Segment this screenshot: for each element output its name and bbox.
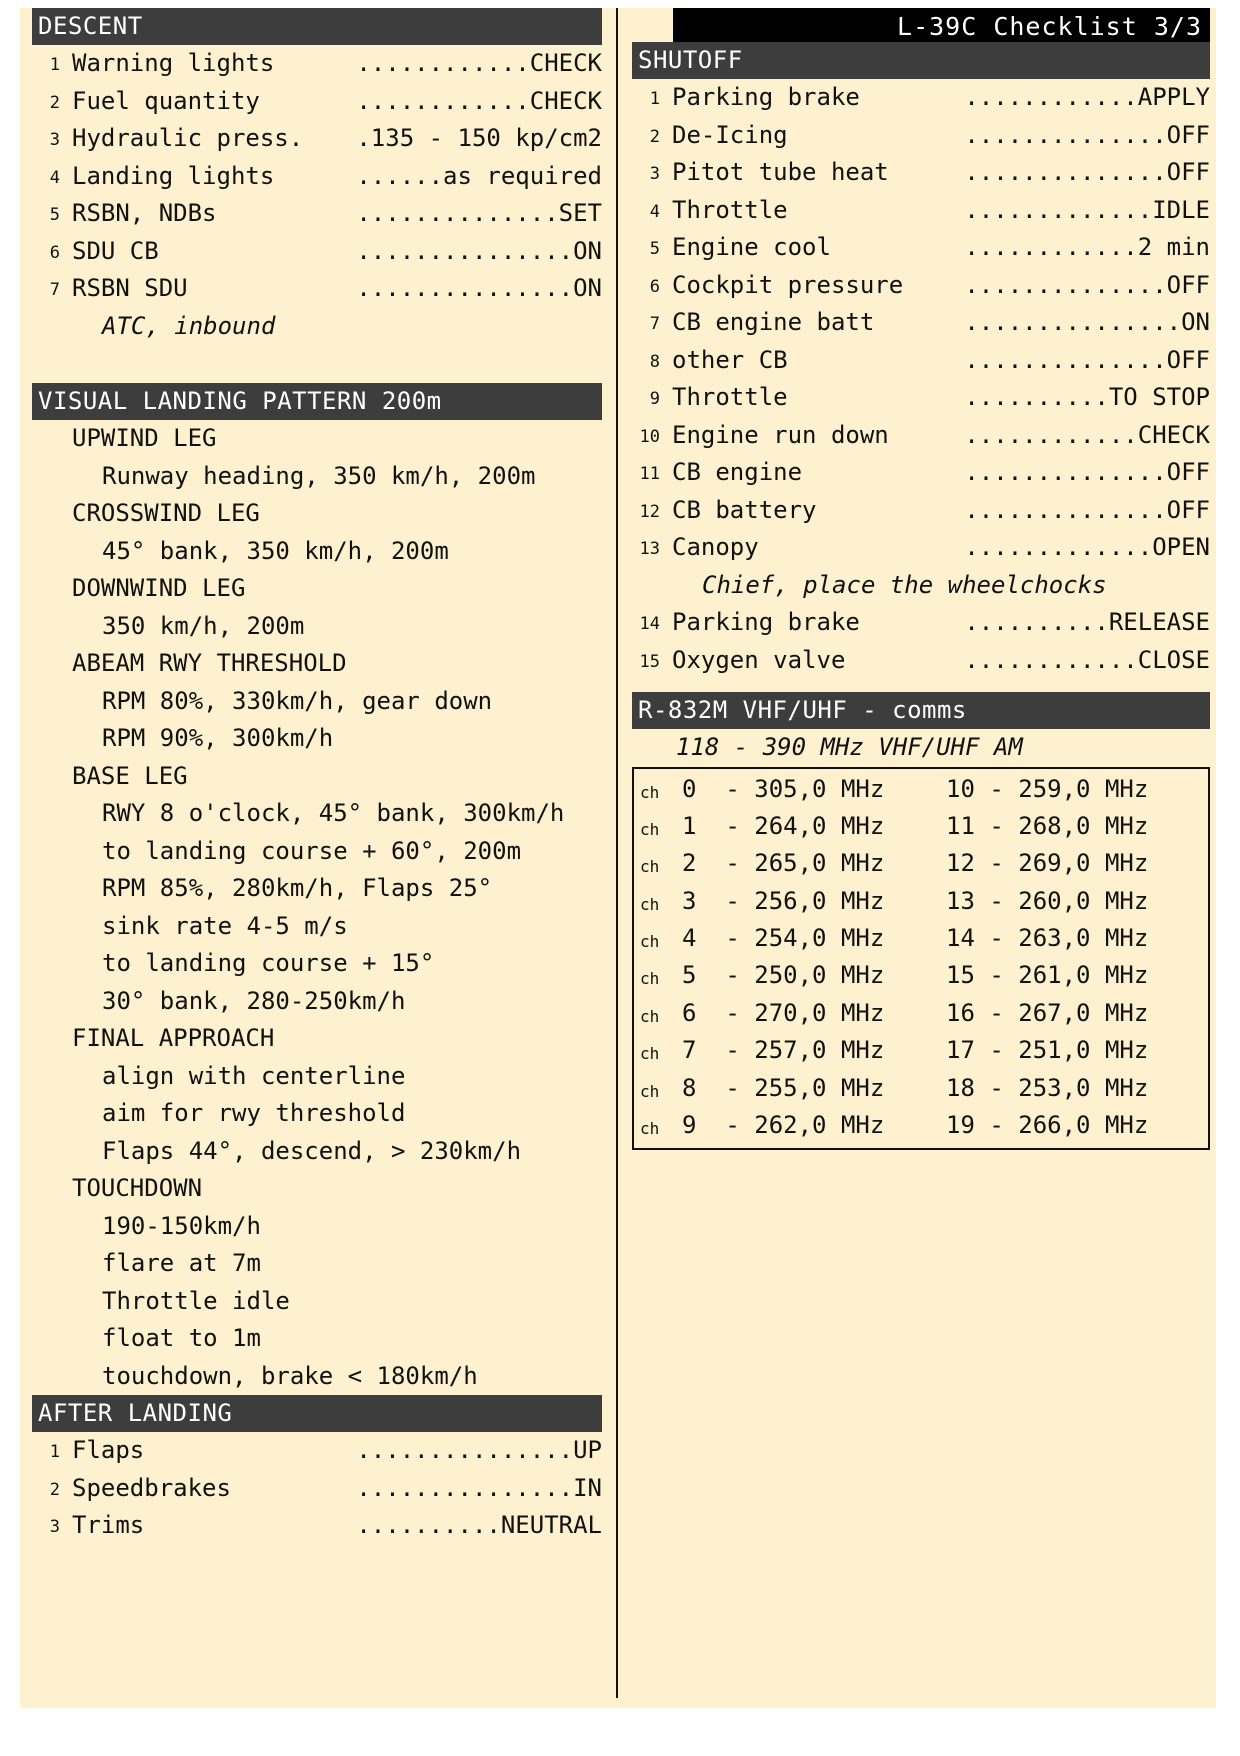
item-value: ............CHECK (356, 49, 602, 77)
item-label: Hydraulic press. (72, 124, 304, 152)
item-value: .135 - 150 kp/cm2 (356, 124, 602, 152)
spacer (632, 679, 1210, 692)
item-value: .............IDLE (964, 195, 1210, 224)
shutoff-header: SHUTOFF (632, 42, 1210, 79)
item-label: Warning lights (72, 49, 275, 77)
item-value: ..............SET (356, 199, 602, 227)
shutoff-item (632, 604, 1210, 642)
pattern-instruction: 190-150km/h (102, 1211, 261, 1240)
item-number: 6 (649, 276, 660, 297)
shutoff-item (632, 304, 1210, 342)
channel-entry: 8 - 255,0 MHz (682, 1073, 885, 1102)
descent-note: ATC, inbound (102, 311, 276, 340)
pattern-instruction: Throttle idle (102, 1286, 290, 1315)
item-value: ...............UP (356, 1436, 602, 1464)
shutoff-item (632, 417, 1210, 455)
channel-entry: 0 - 305,0 MHz (682, 774, 885, 803)
item-value: .............OPEN (964, 533, 1210, 561)
item-number: 4 (49, 167, 60, 188)
pattern-instruction: 45° bank, 350 km/h, 200m (102, 536, 449, 565)
channel-table (632, 767, 1210, 1151)
descent-item (32, 45, 602, 83)
item-value: ..........RELEASE (964, 608, 1210, 636)
item-value: ...............IN (356, 1473, 602, 1502)
shutoff-note: Chief, place the wheelchocks (702, 570, 1107, 599)
channel-entry: 10 - 259,0 MHz (946, 774, 1149, 803)
spacer (32, 345, 602, 383)
item-number: 1 (649, 89, 660, 109)
channel-entry: 4 - 254,0 MHz (682, 924, 885, 953)
after-landing-list (32, 1432, 602, 1545)
channel-entry: 11 - 268,0 MHz (946, 811, 1149, 840)
item-value: ..............OFF (964, 495, 1210, 524)
pattern-instruction: sink rate 4-5 m/s (102, 911, 348, 940)
shutoff-item (632, 117, 1210, 155)
item-label: Parking brake (672, 608, 860, 636)
item-number: 2 (49, 92, 60, 113)
shutoff-item (632, 642, 1210, 680)
pattern-instruction: RPM 80%, 330km/h, gear down (102, 686, 493, 715)
pattern-instruction: to landing course + 15° (102, 949, 435, 977)
descent-item (32, 158, 602, 196)
pattern-instruction: touchdown, brake < 180km/h (102, 1361, 478, 1390)
item-number: 12 (639, 501, 660, 522)
item-number: 11 (639, 464, 660, 484)
item-value: ..............OFF (964, 158, 1210, 186)
pattern-header: VISUAL LANDING PATTERN 200m (32, 383, 602, 420)
shutoff-item (632, 529, 1210, 567)
pattern-instruction: RWY 8 o'clock, 45° bank, 300km/h (102, 799, 565, 827)
channel-tag: ch (640, 1044, 660, 1064)
item-label: RSBN, NDBs (72, 199, 217, 227)
shutoff-item (632, 492, 1210, 530)
pattern-phase: TOUCHDOWN (72, 1174, 203, 1202)
channel-row (634, 995, 1208, 1032)
item-number: 1 (49, 1442, 60, 1462)
item-value: ......as required (356, 161, 602, 190)
right-column (632, 42, 1210, 1150)
after-landing-item (32, 1432, 602, 1470)
channel-entry: 15 - 261,0 MHz (946, 961, 1149, 990)
item-label: Fuel quantity (72, 86, 260, 115)
item-number: 10 (639, 426, 660, 447)
shutoff-item (632, 379, 1210, 417)
channel-row (634, 845, 1208, 882)
item-number: 8 (649, 351, 660, 372)
item-number: 14 (639, 614, 660, 634)
item-number: 7 (49, 280, 60, 300)
descent-item (32, 83, 602, 121)
left-column (32, 8, 602, 1545)
channel-row (634, 771, 1208, 808)
channel-entry: 2 - 265,0 MHz (682, 849, 885, 878)
pattern-instruction: flare at 7m (102, 1249, 261, 1277)
channel-entry: 16 - 267,0 MHz (946, 998, 1149, 1027)
descent-item (32, 270, 602, 308)
item-label: Parking brake (672, 83, 860, 111)
channel-entry: 5 - 250,0 MHz (682, 961, 885, 990)
channel-entry: 3 - 256,0 MHz (682, 886, 885, 915)
shutoff-item (632, 79, 1210, 117)
item-label: RSBN SDU (72, 274, 188, 302)
pattern-instruction: align with centerline (102, 1061, 406, 1090)
shutoff-list (632, 79, 1210, 679)
item-value: ..............OFF (964, 120, 1210, 149)
pattern-instruction: RPM 85%, 280km/h, Flaps 25° (102, 874, 493, 902)
item-label: other CB (672, 345, 788, 374)
pattern-phase: DOWNWIND LEG (72, 574, 246, 602)
item-label: Canopy (672, 533, 759, 561)
pattern-instruction: aim for rwy threshold (102, 1099, 406, 1127)
channel-row (634, 1070, 1208, 1107)
shutoff-item (632, 454, 1210, 492)
item-label: Landing lights (72, 161, 275, 190)
item-value: ..............OFF (964, 458, 1210, 486)
item-value: ............APPLY (964, 83, 1210, 111)
item-label: Engine cool (672, 233, 831, 261)
item-value: ............CLOSE (964, 645, 1210, 674)
channel-entry: 13 - 260,0 MHz (946, 886, 1149, 915)
pattern-instruction: 350 km/h, 200m (102, 611, 305, 640)
radio-header: R-832M VHF/UHF - comms (632, 692, 1210, 729)
pattern-phase: UPWIND LEG (72, 424, 217, 452)
item-label: Flaps (72, 1436, 145, 1464)
column-divider (616, 8, 618, 1698)
channel-row (634, 957, 1208, 994)
item-label: Pitot tube heat (672, 158, 889, 186)
item-number: 13 (639, 539, 660, 559)
item-number: 5 (49, 205, 60, 225)
channel-tag: ch (640, 857, 660, 877)
pattern-instruction: Runway heading, 350 km/h, 200m (102, 461, 536, 490)
after-landing-item (32, 1507, 602, 1545)
item-number: 3 (49, 130, 60, 150)
item-label: Oxygen valve (672, 645, 846, 674)
item-number: 6 (49, 242, 60, 263)
channel-tag: ch (640, 894, 660, 914)
descent-header: DESCENT (32, 8, 602, 45)
channel-tag: ch (640, 1081, 660, 1101)
descent-item (32, 195, 602, 233)
item-value: ...............ON (964, 308, 1210, 336)
item-number: 3 (49, 1517, 60, 1537)
channel-tag: ch (640, 782, 660, 802)
channel-row (634, 808, 1208, 845)
item-number: 15 (639, 651, 660, 672)
item-number: 9 (649, 389, 660, 409)
item-number: 4 (649, 201, 660, 222)
channel-entry: 12 - 269,0 MHz (946, 849, 1149, 878)
item-label: SDU CB (72, 236, 159, 265)
pattern-phase: FINAL APPROACH (72, 1024, 275, 1052)
pattern-instruction: to landing course + 60°, 200m (102, 836, 522, 865)
channel-row (634, 883, 1208, 920)
item-value: ..........NEUTRAL (356, 1511, 602, 1539)
item-label: De-Icing (672, 120, 788, 149)
channel-tag: ch (640, 819, 660, 839)
channel-tag: ch (640, 1006, 660, 1026)
shutoff-item (632, 342, 1210, 380)
item-number: 5 (649, 239, 660, 259)
channel-tag: ch (640, 932, 660, 952)
shutoff-item (632, 267, 1210, 305)
pattern-phase: BASE LEG (72, 761, 188, 790)
item-value: ............2 min (964, 233, 1210, 261)
channel-entry: 19 - 266,0 MHz (946, 1111, 1149, 1140)
pattern-instruction: RPM 90%, 300km/h (102, 724, 334, 752)
item-label: Trims (72, 1511, 145, 1539)
item-label: Throttle (672, 195, 788, 224)
channel-row (634, 1032, 1208, 1069)
pattern-list (32, 420, 602, 1395)
channel-tag: ch (640, 969, 660, 989)
item-label: Engine run down (672, 420, 889, 449)
pattern-instruction: float to 1m (102, 1324, 261, 1352)
item-value: ..............OFF (964, 270, 1210, 299)
item-label: CB engine (672, 458, 803, 486)
item-number: 1 (49, 55, 60, 75)
channel-entry: 7 - 257,0 MHz (682, 1036, 885, 1065)
item-number: 2 (49, 1479, 60, 1500)
item-label: Cockpit pressure (672, 270, 904, 299)
item-number: 7 (649, 314, 660, 334)
channel-row (634, 1107, 1208, 1144)
item-value: ..............OFF (964, 345, 1210, 374)
channel-entry: 6 - 270,0 MHz (682, 998, 885, 1027)
item-value: ...............ON (356, 236, 602, 265)
item-label: Speedbrakes (72, 1473, 231, 1502)
descent-item (32, 120, 602, 158)
channel-entry: 1 - 264,0 MHz (682, 811, 885, 840)
radio-band: 118 - 390 MHz VHF/UHF AM (676, 733, 1023, 761)
shutoff-item (632, 154, 1210, 192)
pattern-instruction: Flaps 44°, descend, > 230km/h (102, 1136, 522, 1165)
channel-entry: 14 - 263,0 MHz (946, 924, 1149, 953)
item-value: ............CHECK (964, 420, 1210, 449)
channel-row (634, 920, 1208, 957)
item-label: CB engine batt (672, 308, 875, 336)
pattern-instruction: 30° bank, 280-250km/h (102, 986, 406, 1015)
channel-entry: 17 - 251,0 MHz (946, 1036, 1149, 1065)
channel-entry: 18 - 253,0 MHz (946, 1073, 1149, 1102)
after-landing-item (32, 1470, 602, 1508)
item-number: 3 (649, 164, 660, 184)
descent-list (32, 45, 602, 308)
item-value: ..........TO STOP (964, 383, 1210, 411)
after-landing-header: AFTER LANDING (32, 1395, 602, 1432)
descent-item (32, 233, 602, 271)
shutoff-item (632, 192, 1210, 230)
item-value: ............CHECK (356, 86, 602, 115)
item-label: Throttle (672, 383, 788, 411)
item-value: ...............ON (356, 274, 602, 302)
pattern-phase: ABEAM RWY THRESHOLD (72, 649, 347, 677)
pattern-phase: CROSSWIND LEG (72, 499, 260, 527)
channel-tag: ch (640, 1119, 660, 1139)
shutoff-item (632, 229, 1210, 267)
item-number: 2 (649, 126, 660, 147)
channel-entry: 9 - 262,0 MHz (682, 1111, 885, 1140)
page-title: L-39C Checklist 3/3 (673, 8, 1210, 45)
item-label: CB battery (672, 495, 817, 524)
